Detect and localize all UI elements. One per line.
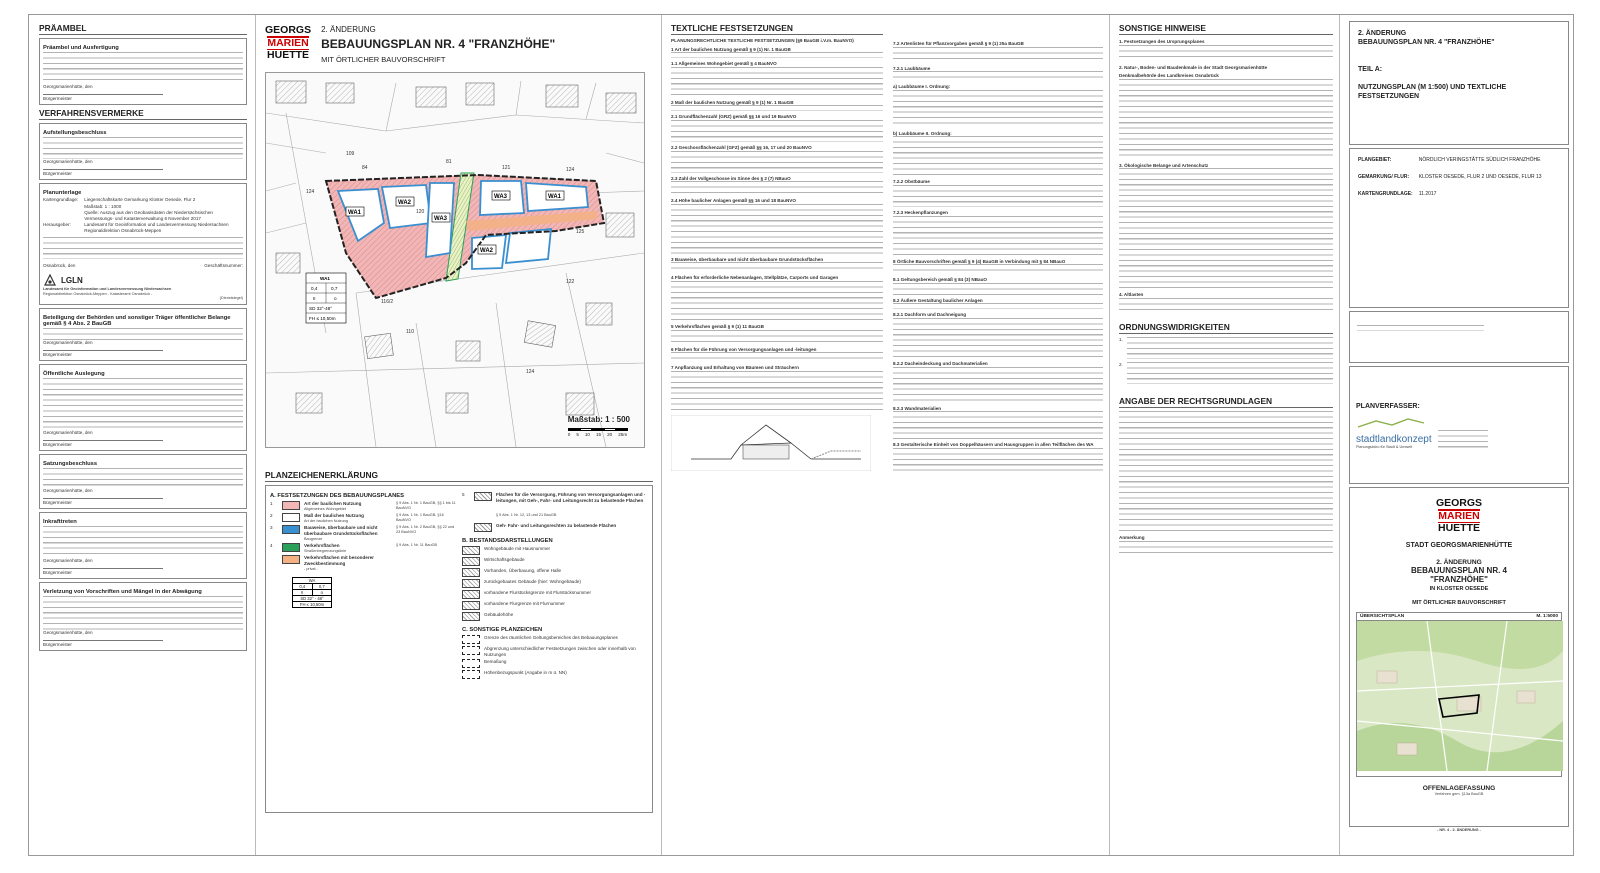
- signature-label: Bürgermeister: [43, 171, 72, 176]
- inkraft-title: Inkrafttreten: [43, 518, 77, 525]
- city-location: IN KLOSTER OESEDE: [1429, 586, 1489, 592]
- overview-label: ÜBERSICHTSPLAN: [1360, 614, 1405, 619]
- denkmal-label: Denkmalbehörde des Landkreises Osnabrück: [1119, 73, 1219, 79]
- parcel-number: 110: [406, 329, 414, 335]
- verletzung-box: [39, 582, 247, 651]
- quelle-date: 6 November 2017: [164, 215, 201, 221]
- parcel-number: 124: [566, 167, 575, 173]
- svg-text:o: o: [334, 296, 337, 301]
- legend-item: [270, 525, 456, 541]
- karten-value: Liegenschaftskarte Gemarkung Kloster Oesede, Flur 2: [84, 197, 196, 202]
- legend-no: 3: [270, 525, 273, 531]
- signature-label: Bürgermeister: [43, 441, 72, 447]
- textual-sub: PLANUNGSRECHTLICHE TEXTLICHE FESTSETZUNGEN (§9 BauGB i.V.m. BauNVO): [671, 38, 854, 43]
- legend-item: [462, 579, 648, 588]
- zone-label: WA3: [494, 194, 508, 200]
- text-section-heading: 3 Bauweise, überbaubare und nicht überbaubare Grundstücksflächen: [671, 256, 824, 262]
- scale-bar: [568, 428, 630, 431]
- text-section-body: [893, 47, 1103, 63]
- karten-label: KARTENGRUNDLAGE:: [1358, 191, 1413, 197]
- ord-item: [1119, 362, 1333, 384]
- plan-subtitle: MIT ÖRTLICHER BAUVORSCHRIFT: [321, 55, 446, 64]
- city-logo: [265, 25, 311, 61]
- legend-swatch: [282, 513, 300, 522]
- text-section-heading: 2.4 Höhe baulicher Anlagen gemäß §§ 16 und 18 BauNVO: [671, 198, 796, 204]
- auslegung-box: [39, 364, 247, 451]
- herausgeber-label: Herausgeber:: [43, 222, 71, 228]
- beteiligung-title: Beteiligung der Behörden und sonstiger Träger öffentlicher Belange gemäß § 4 Abs. 2 BauGB: [43, 314, 231, 327]
- legend-no: 5: [462, 492, 465, 497]
- parcel-number: 84: [362, 165, 368, 171]
- logo-line-2: MARIEN: [267, 36, 309, 49]
- legend-swatch: [462, 557, 480, 566]
- column-separator: [1109, 15, 1110, 855]
- parcel-number: 116/2: [381, 299, 394, 305]
- lgln-logo: LGLN: [61, 275, 83, 285]
- plan-header: [265, 25, 653, 64]
- plangebiet-value: NÖRDLICH VERINGSTÄTTE SÜDLICH FRANZHÖHE: [1418, 157, 1541, 163]
- massstab-label: Maßstab: 1 : 1000: [84, 203, 122, 209]
- legend-item: [270, 543, 456, 553]
- title-block-column: [1349, 21, 1569, 849]
- hint-heading: 2. Natur-, Boden- und Baudenkmale in der Stadt Georgsmarienhütte: [1119, 64, 1268, 70]
- tb-teil: TEIL A:: [1358, 66, 1383, 73]
- lt-cell: o: [320, 590, 323, 596]
- text-section-body: [893, 411, 1103, 439]
- legend-item: [462, 590, 648, 599]
- legend-label: vorhandene Flurgrenze mit Flurnummer: [484, 601, 565, 607]
- text-section-body: [671, 151, 883, 173]
- scale-tick: 10: [584, 432, 590, 437]
- text-section-body: [893, 136, 1103, 176]
- legend-sub: Allgemeines Wohngebiet: [304, 506, 346, 511]
- preamble-box: [39, 38, 247, 105]
- planunterlage-box: [39, 183, 247, 305]
- verfasser-box: [1349, 366, 1569, 484]
- legend-swatch: [282, 555, 300, 564]
- date-label: Georgsmarienhütte, den: [43, 629, 93, 635]
- hint-body: [1119, 298, 1333, 310]
- legend-label: Gebäudehöhe: [484, 612, 514, 618]
- stage-label: OFFENLAGEFASSUNG: [1422, 785, 1496, 792]
- text-section-body: [671, 204, 883, 254]
- legend-swatch: [474, 523, 492, 532]
- legend-sub: Baugrenze: [304, 536, 323, 541]
- cadastral-map: [265, 72, 645, 448]
- text-section-heading: 8.2 Äußere Gestaltung baulicher Anlagen: [893, 297, 983, 303]
- zone-label: WA3: [434, 216, 448, 222]
- logo-line-2: MARIEN: [1438, 509, 1480, 522]
- scale-tick: 25m: [618, 432, 628, 437]
- herausgeber-value: Landesamt für Geoinformation und Landesvermessung Niedersachsen Regionaldirektion Osnabrück-Meppen: [84, 222, 229, 233]
- text-section-body: [671, 371, 883, 411]
- verfasser-logo-icon: [1356, 417, 1426, 429]
- parcel-number: 124: [306, 189, 315, 195]
- zone-label: WA2: [398, 200, 412, 206]
- legend-label: Wohngebäude mit Hausnummer: [484, 546, 551, 552]
- text-section-heading: 7 Anpflanzung und Erhaltung von Bäumen und Sträuchern: [671, 365, 799, 371]
- planunterlage-title: Planunterlage: [43, 190, 82, 196]
- signature-label: Bürgermeister: [43, 569, 72, 575]
- legend-heading: PLANZEICHENERKLÄRUNG: [265, 470, 653, 482]
- aufstellung-box: [39, 123, 247, 180]
- text-section-body: [893, 216, 1103, 256]
- logo-line-1: GEORGS: [265, 24, 312, 36]
- date-label: Georgsmarienhütte, den: [43, 557, 93, 563]
- height-section-diagram: [671, 415, 871, 471]
- hint-body: [1119, 168, 1333, 288]
- legend-swatch: [462, 579, 480, 588]
- textual-column-2: [893, 21, 1103, 849]
- date-label: Georgsmarienhütte, den: [43, 339, 93, 345]
- scale-block: [568, 415, 630, 437]
- geschaeftsnummer-label: Geschäftsnummer:: [204, 262, 243, 268]
- ord-no: 2.: [1119, 361, 1123, 367]
- osnabrueck-label: Osnabrück, den: [43, 262, 76, 268]
- lt-cell: WA: [293, 578, 331, 584]
- footer-label: - NR. 4 - 2. ÄNDERUNG -: [1437, 828, 1481, 832]
- legend-swatch: [462, 612, 480, 621]
- column-separator: [661, 15, 662, 855]
- svg-text:FH ≤ 10,50m: FH ≤ 10,50m: [309, 316, 336, 321]
- text-section-heading: 2.2 Geschossflächenzahl (GFZ) gemäß §§ 16, 17 und 20 BauNVO: [671, 144, 812, 150]
- text-section-heading: 8.2.3 Wandmaterialien: [893, 405, 942, 411]
- parcel-number: 124: [526, 369, 535, 375]
- parcel-number: 109: [346, 151, 355, 157]
- ord-item: [1119, 337, 1333, 359]
- legend-item: [270, 555, 456, 571]
- stage-sub: Verfahren gem. §13a BauGB: [1434, 792, 1484, 796]
- text-section-heading: 8 Örtliche Bauvorschriften gemäß § 9 (4) BauGB in Verbindung mit § 84 NBauO: [893, 258, 1066, 264]
- legend-label: Art der baulichen Nutzung: [304, 501, 362, 506]
- hint-body: [1119, 45, 1333, 61]
- column-separator: [255, 15, 256, 855]
- legend-item: [462, 557, 648, 566]
- zone-label: WA1: [548, 194, 562, 200]
- legend-item: [462, 546, 648, 555]
- tb-teil-desc: NUTZUNGSPLAN (M 1:500) UND TEXTLICHE FESTSETZUNGEN: [1358, 84, 1507, 100]
- usage-table: [306, 273, 346, 323]
- scale-tick: 0: [567, 432, 571, 437]
- text-section-body: [671, 262, 883, 272]
- legend-swatch: [462, 659, 480, 668]
- text-section-body: [893, 283, 1103, 295]
- svg-text:SD 32°-48°: SD 32°-48°: [309, 306, 333, 311]
- legend-label: Wirtschaftsgebäude: [484, 557, 525, 563]
- legend-item: [462, 612, 648, 621]
- legend-b-title: B. BESTANDSDARSTELLUNGEN: [462, 538, 553, 545]
- city-box: [1349, 487, 1569, 827]
- legend-no: 1: [270, 501, 273, 506]
- legend-swatch: [462, 568, 480, 577]
- tb-change: 2. ÄNDERUNG: [1358, 30, 1407, 37]
- text-section-body: [671, 330, 883, 344]
- stamp-box: [1349, 311, 1569, 363]
- zone-label: WA2: [480, 248, 494, 254]
- overview-map: [1356, 612, 1562, 777]
- logo-line-3: HUETTE: [267, 49, 310, 61]
- hint-heading: 3. Ökologische Belange und Artenschutz: [1119, 162, 1209, 168]
- date-label: Georgsmarienhütte, den: [43, 487, 93, 493]
- legend-item: [462, 568, 648, 577]
- legend-swatch: [462, 546, 480, 555]
- legend-ref: § 9 Abs. 1 Nr. 2 BauGB, §§ 22 und 23 BauNVO: [396, 525, 455, 534]
- text-section-heading: a) Laubbäume I. Ordnung:: [893, 84, 951, 90]
- inkraft-box: [39, 512, 247, 579]
- legend-item: [462, 635, 648, 644]
- karten-label: Kartengrundlage:: [43, 197, 79, 202]
- city-name: STADT GEORGSMARIENHÜTTE: [1405, 542, 1513, 549]
- scale-tick: 5: [576, 432, 579, 437]
- legend-swatch: [282, 543, 300, 552]
- text-section-heading: 8.2.2 Dacheindeckung und Dachmaterialien: [893, 360, 988, 366]
- hint-heading: 4. Altlasten: [1119, 292, 1144, 298]
- legend-item: [462, 523, 648, 532]
- legend-swatch: [462, 670, 480, 679]
- satzung-box: [39, 454, 247, 509]
- text-section-heading: 2 Maß der baulichen Nutzung gemäß § 9 (1) Nr. 1 BauGB: [671, 99, 794, 105]
- lt-cell: SD 32° - 48°: [293, 596, 331, 602]
- legend-swatch: [462, 635, 480, 644]
- legend-label: Verkehrsflächen mit besonderer Zweckbestimmung: [304, 555, 374, 566]
- karten-value: 11.2017: [1418, 191, 1437, 197]
- legend-label: Flächen für die Versorgung, Führung von Versorgungsanlagen und -leitungen, mit Geh-, Fahr- und Leitungsrecht zu belastende Flächen: [496, 492, 646, 503]
- svg-text:WA1: WA1: [320, 276, 330, 281]
- column-separator: [1339, 15, 1340, 855]
- date-label: Georgsmarienhütte, den: [43, 159, 93, 164]
- plan-sheet: [28, 14, 1574, 856]
- preamble-text: [43, 52, 243, 84]
- hint-heading: 1. Festsetzungen des Ursprungsplanes: [1119, 39, 1205, 44]
- mayor-signature: Bürgermeister: [43, 96, 72, 101]
- legend-label: Vorhanden, Überbauung, offene Halle: [484, 568, 562, 574]
- map-drawing: [266, 73, 644, 447]
- recht-heading: ANGABE DER RECHTSGRUNDLAGEN: [1119, 396, 1333, 408]
- legend-item: [462, 670, 648, 679]
- textual-column-1: [671, 21, 883, 849]
- legend-sub: Art der baulichen Nutzung: [304, 518, 348, 523]
- lt-cell: 0,7: [318, 584, 325, 590]
- text-section-body: [893, 71, 1103, 81]
- gemarkung-label: GEMARKUNG/ FLUR:: [1358, 174, 1410, 180]
- svg-text:II: II: [313, 296, 316, 301]
- city-plan-name: "FRANZHÖHE": [1430, 575, 1488, 584]
- preamble-heading: PRÄAMBEL: [39, 23, 247, 35]
- legend-sub: - privat -: [304, 566, 318, 571]
- text-section-body: [671, 67, 883, 97]
- legend-swatch: [462, 601, 480, 610]
- aufstellung-title: Aufstellungsbeschluss: [43, 130, 107, 136]
- parcel-number: 81: [446, 159, 452, 165]
- legend-swatch: [462, 590, 480, 599]
- text-section-heading: 6 Flächen für die Führung von Versorgungsanlagen und -leitungen: [671, 346, 817, 352]
- city-logo-2: [1436, 498, 1482, 534]
- verfahren-heading: VERFAHRENSVERMERKE: [39, 108, 247, 120]
- legend-label: Höhenbezugspunkt (Angabe in m ü. NN): [484, 670, 567, 676]
- legend-label: zurückgebautes Gebäude (hier: Wohngebäude): [484, 579, 581, 585]
- logo-line-1: GEORGS: [1435, 497, 1483, 509]
- legend-no: 2: [270, 513, 273, 519]
- legend-label: Grenze des räumlichen Geltungsbereiches des Bebauungsplanes: [484, 635, 618, 641]
- text-section-body: [671, 105, 883, 111]
- lt-cell: 0,4: [293, 584, 313, 589]
- legend-swatch: [282, 525, 300, 534]
- auslegung-title: Öffentliche Auslegung: [43, 370, 105, 377]
- satzung-title: Satzungsbeschluss: [43, 460, 98, 467]
- lt-cell: FH ≤ 10,50m: [299, 602, 325, 608]
- text-section-heading: b) Laubbäume II. Ordnung:: [893, 130, 952, 136]
- legend-label: Bemaßung: [484, 659, 507, 665]
- text-section-heading: 8.2.1 Dachform und Dachneigung: [893, 312, 966, 318]
- legend-item: [270, 513, 456, 523]
- legend-label: vorhandene Flurstücksgrenze mit Flurstücksnummer: [484, 590, 591, 596]
- legend-ref: § 9 Abs. 1 Nr. 1 BauGB, §16 BauNVO: [396, 513, 444, 522]
- legend-label: Abgrenzung unterschiedlicher Festsetzungen zwischen oder innerhalb von Nutzungen: [484, 646, 636, 657]
- text-section-body: [671, 52, 883, 58]
- hints-column: [1119, 21, 1333, 849]
- signature-label: Bürgermeister: [43, 351, 72, 357]
- mayor-date-label: Georgsmarienhütte, den: [43, 84, 93, 89]
- anmerkung-label: Anmerkung: [1119, 534, 1145, 540]
- plan-column: [265, 21, 653, 849]
- signature-label: Bürgermeister: [43, 499, 72, 505]
- gemarkung-value: KLOSTER OESEDE, FLUR 2 UND OESEDE, FLUR 13: [1418, 174, 1542, 180]
- svg-text:0,4: 0,4: [311, 286, 318, 291]
- meta-box: [1349, 148, 1569, 308]
- lgln-sub: Regionaldirektion Osnabrück-Meppen - Katasteramt Osnabrück -: [43, 291, 153, 296]
- city-change: 2. ÄNDERUNG: [1436, 559, 1482, 566]
- parcel-number: 121: [502, 165, 511, 171]
- parcel-number: 120: [416, 209, 425, 215]
- text-section-heading: 7.2.3 Heckenpflanzungen: [893, 209, 948, 215]
- city-plan: BEBAUUNGSPLAN NR. 4: [1410, 566, 1507, 575]
- legend-sub: Straßenbegrenzungslinie: [304, 548, 347, 553]
- parcel-number: 122: [566, 279, 575, 285]
- text-section-body: [893, 264, 1103, 274]
- plangebiet-label: PLANGEBIET:: [1358, 157, 1392, 163]
- ord-heading: ORDNUNGSWIDRIGKEITEN: [1119, 322, 1333, 334]
- city-vorschrift: MIT ÖRTLICHER BAUVORSCHRIFT: [1412, 600, 1506, 606]
- legend-item: [462, 659, 648, 668]
- text-section-body: [893, 90, 1103, 128]
- lgln-seal: (Dienstsiegel): [219, 296, 243, 301]
- svg-text:0,7: 0,7: [331, 286, 338, 291]
- text-section-heading: 2.3 Zahl der Vollgeschosse im Sinne des § 2 (7) NBauO: [671, 175, 791, 181]
- legend-item: [462, 601, 648, 610]
- overview-drawing: [1357, 621, 1563, 771]
- title-box: [1349, 21, 1569, 145]
- text-section-heading: 2.1 Grundflächenzahl (GRZ) gemäß §§ 16 und 19 BauNVO: [671, 114, 797, 120]
- hints-heading: SONSTIGE HINWEISE: [1119, 23, 1333, 35]
- plan-title: BEBAUUNGSPLAN NR. 4 "FRANZHÖHE": [321, 37, 556, 51]
- text-section-heading: 8.1 Geltungsbereich gemäß § 84 (3) NBauO: [893, 277, 987, 283]
- text-section-body: [671, 352, 883, 362]
- lgln-emblem-icon: [43, 273, 57, 287]
- legend-item: [462, 646, 648, 657]
- quelle-text: Quelle: Auszug aus den Geobasisdaten der Niedersächsischen Vermessungs- und Katasterverwaltung: [84, 210, 213, 221]
- text-section-heading: 4 Flächen für erforderliche Nebenanlagen, Stellplätze, Carports und Garagen: [671, 275, 839, 281]
- procedure-column: [39, 21, 247, 849]
- date-label: Georgsmarienhütte, den: [43, 429, 93, 435]
- legend-item: [462, 492, 648, 521]
- scale-ticks: [568, 432, 630, 437]
- text-section-body: [893, 303, 1103, 309]
- tb-plan-name: BEBAUUNGSPLAN NR. 4 "FRANZHÖHE": [1358, 39, 1495, 46]
- legend-swatch: [462, 646, 480, 655]
- text-section-body: [671, 281, 883, 321]
- textual-heading: TEXTLICHE FESTSETZUNGEN: [671, 23, 883, 35]
- legend-ref: § 9 Abs. 1 Nr. 1 BauGB, §§ 1 bis 11 BauNVO: [396, 501, 456, 510]
- logo-line-3: HUETTE: [1438, 522, 1480, 534]
- legend-item: [270, 501, 456, 511]
- legend-label: Bauweise, überbaubare und nicht überbaubare Grundstücksflächen: [304, 525, 378, 536]
- text-section-heading: 7.2.1 Laubbäume: [893, 65, 931, 71]
- verletzung-title: Verletzung von Vorschriften und Mängel in der Abwägung: [43, 588, 202, 595]
- text-section-body: [893, 367, 1103, 403]
- parcel-number: 125: [576, 229, 585, 235]
- text-section-heading: 5 Verkehrsflächen gemäß § 9 (1) 11 BauGB: [671, 323, 764, 329]
- legend-section: [265, 470, 653, 813]
- legend-ref: § 9 Abs. 1 Nr. 12, 13 und 21 BauGB: [496, 513, 557, 518]
- hint-body: [1119, 79, 1333, 159]
- lt-cell: II: [293, 590, 313, 595]
- signature-label: Bürgermeister: [43, 641, 72, 647]
- text-section-heading: 7.2.2 Obstbäume: [893, 179, 930, 185]
- legend-swatch: [474, 492, 492, 501]
- text-section-body: [893, 448, 1103, 472]
- legend-label: Geh- Fahr- und Leitungsrechten zu belastende Flächen: [496, 523, 617, 529]
- verfasser-sub: Planungsbüro für Stadt & Umwelt: [1356, 445, 1413, 449]
- verfasser-logo: stadtlandkonzept: [1356, 434, 1432, 445]
- verfasser-heading: PLANVERFASSER:: [1356, 403, 1420, 410]
- overview-scale: M. 1:5000: [1536, 614, 1558, 619]
- text-section-body: [893, 185, 1103, 207]
- legend-usage-table: [292, 577, 332, 608]
- legend-label: Verkehrsflächen: [304, 543, 340, 549]
- scale-label: Maßstab: 1 : 500: [567, 415, 630, 424]
- legend-swatch: [282, 501, 300, 510]
- preamble-box-title: Präambel und Ausfertigung: [43, 45, 119, 51]
- text-section-heading: 7.2 Artenlisten für Pflanzvorgaben gemäß § 9 (1) 25a BauGB: [893, 41, 1024, 46]
- text-section-body: [671, 120, 883, 142]
- legend-a-title: A. FESTSETZUNGEN DES BEBAUUNGSPLANES: [270, 493, 404, 499]
- ord-no: 1.: [1119, 336, 1123, 342]
- text-section-heading: 1.1 Allgemeines Wohngebiet gemäß § 4 BauNVO: [671, 61, 777, 67]
- plan-change: 2. ÄNDERUNG: [321, 25, 376, 34]
- legend-box: [265, 485, 653, 813]
- scale-tick: 15: [596, 432, 602, 437]
- legend-label: Maß der baulichen Nutzung: [304, 513, 364, 519]
- zone-label: WA1: [348, 210, 362, 216]
- beteiligung-box: [39, 308, 247, 361]
- lgln-text: Landesamt für Geoinformation und Landesvermessung Niedersachsen: [43, 287, 172, 292]
- legend-c-title: C. SONSTIGE PLANZEICHEN: [462, 627, 543, 634]
- text-section-body: [671, 181, 883, 195]
- text-section-heading: 8.3 Gestalterische Einheit von Doppelhäusern und Hausgruppen in allen Teilflächen des WA: [893, 442, 1094, 448]
- scale-tick: 20: [607, 432, 613, 437]
- text-section-body: [893, 318, 1103, 358]
- legend-no: 4: [270, 543, 273, 549]
- legend-ref: § 9 Abs. 1 Nr. 11 BauGB: [396, 543, 438, 548]
- text-section-heading: 1 Art der baulichen Nutzung gemäß § 9 (1) Nr. 1 BauGB: [671, 46, 791, 52]
